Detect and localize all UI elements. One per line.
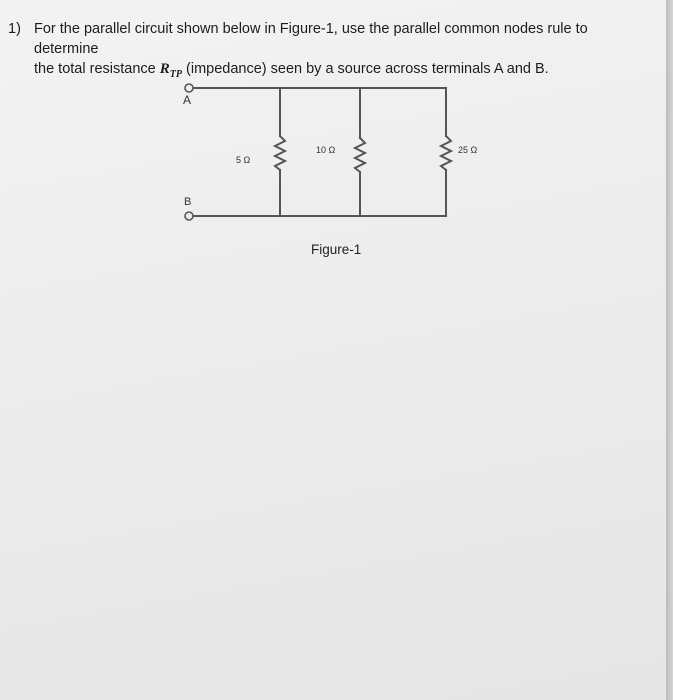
rtp-symbol-subscript: TP: [169, 69, 182, 80]
question-line-2-end: (impedance) seen by a source across terminals A and B.: [181, 61, 549, 77]
resistor-5-ohm: [275, 136, 285, 170]
rtp-symbol-main: R: [159, 61, 170, 77]
figure-caption: Figure-1: [311, 242, 362, 257]
question-number: 1): [8, 21, 21, 37]
resistor-25-ohm: [441, 136, 451, 170]
terminal-b-node: [185, 212, 193, 220]
resistor-10-label: 10 Ω: [316, 145, 336, 155]
question-line-1: For the parallel circuit shown below in Figure-1, use the parallel common nodes rule to determine: [34, 21, 588, 57]
terminal-a-node: [185, 84, 193, 92]
terminal-a-label: A: [183, 93, 192, 107]
question-line-2-start: the total resistance: [34, 61, 160, 77]
resistor-10-ohm: [355, 138, 365, 172]
resistor-25-label: 25 Ω: [458, 145, 478, 155]
resistor-5-label: 5 Ω: [236, 155, 251, 165]
terminal-b-label: B: [184, 196, 192, 208]
